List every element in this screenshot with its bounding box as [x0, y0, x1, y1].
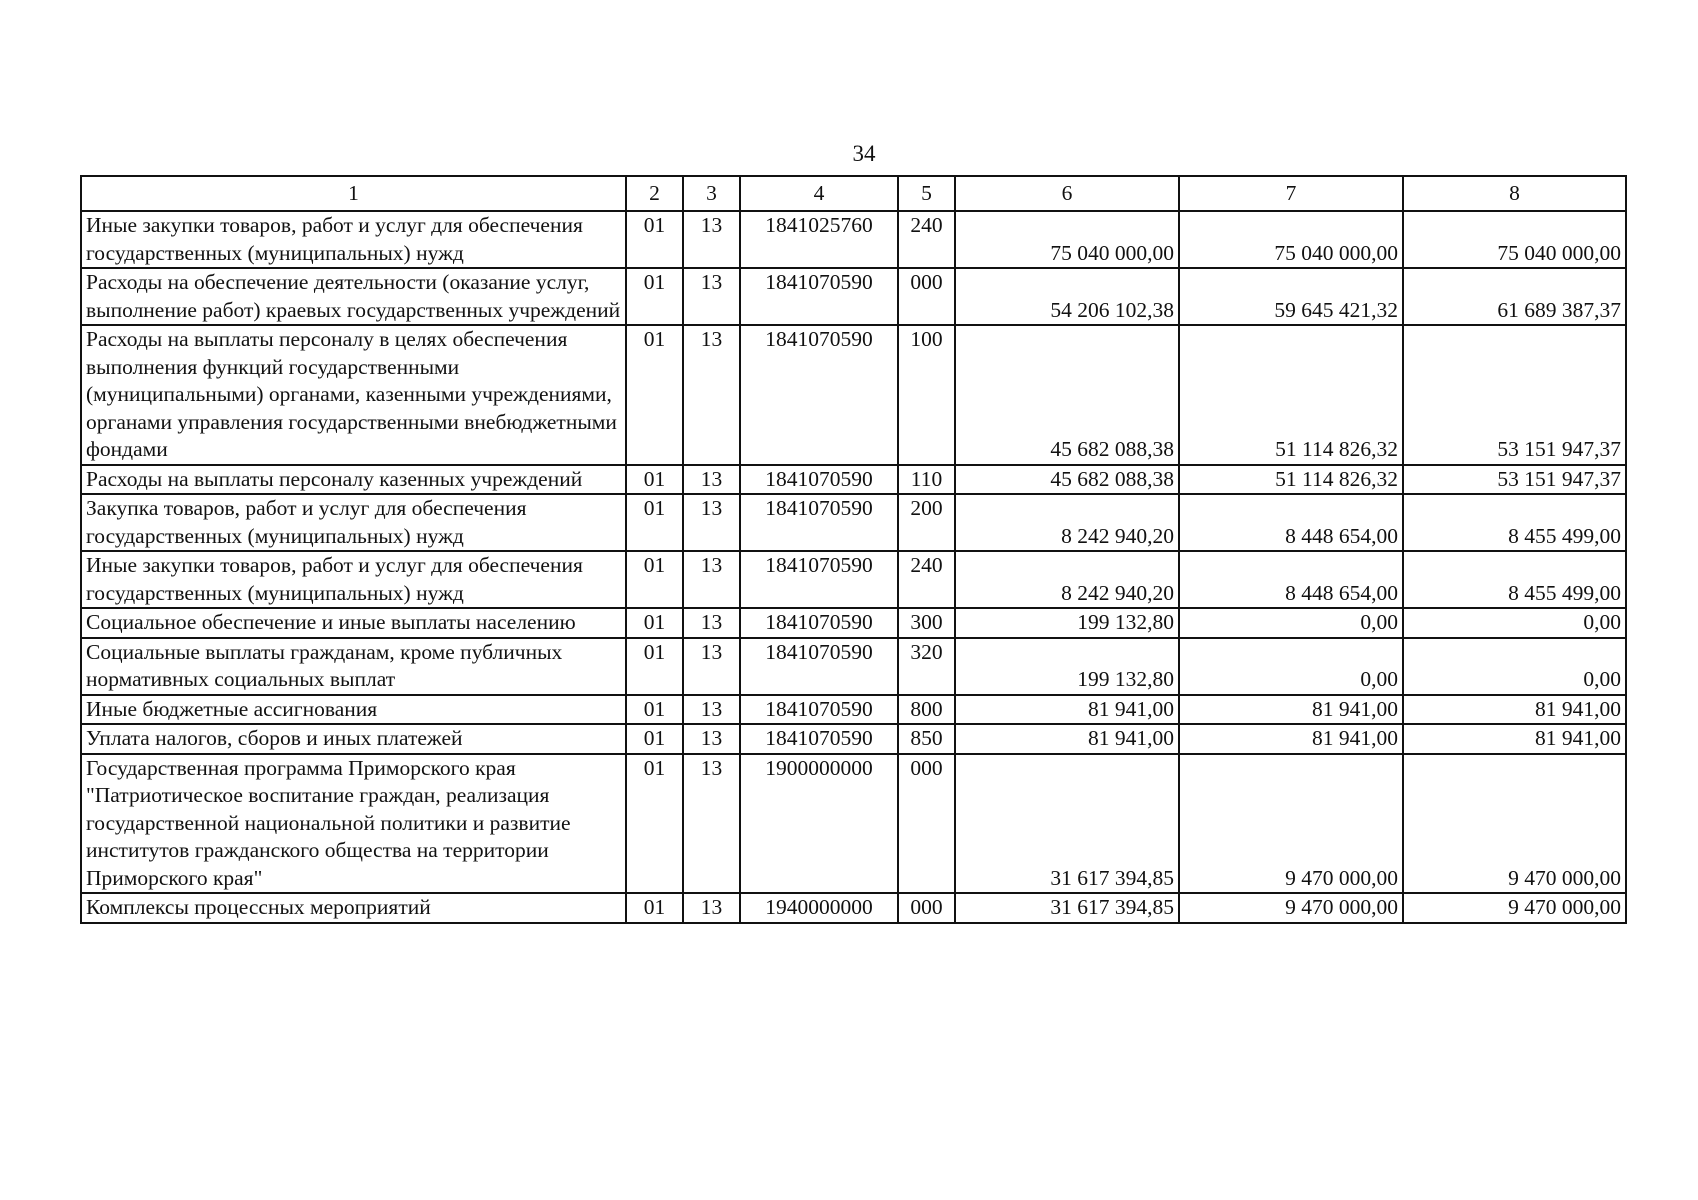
amount-col8-cell: 8 455 499,00	[1403, 551, 1626, 608]
target-item-code-cell: 1841070590	[740, 465, 898, 495]
amount-col6-cell: 75 040 000,00	[955, 211, 1179, 268]
target-item-code-cell: 1841070590	[740, 325, 898, 465]
column-header: 1	[81, 176, 626, 211]
expense-name-cell: Комплексы процессных мероприятий	[81, 893, 626, 923]
target-item-code-cell: 1841070590	[740, 551, 898, 608]
expense-type-code-cell: 000	[898, 268, 955, 325]
expense-name-cell: Иные закупки товаров, работ и услуг для обеспечения государственных (муниципальных) нужд	[81, 551, 626, 608]
amount-col8-cell: 53 151 947,37	[1403, 465, 1626, 495]
page-number: 34	[852, 141, 876, 166]
amount-col6-cell: 54 206 102,38	[955, 268, 1179, 325]
subsection-code-cell: 13	[683, 608, 740, 638]
subsection-code-cell: 13	[683, 893, 740, 923]
target-item-code-cell: 1841025760	[740, 211, 898, 268]
column-header: 4	[740, 176, 898, 211]
section-code-cell: 01	[626, 211, 683, 268]
expense-type-code-cell: 100	[898, 325, 955, 465]
subsection-code-cell: 13	[683, 268, 740, 325]
amount-col8-cell: 81 941,00	[1403, 695, 1626, 725]
target-item-code-cell: 1841070590	[740, 494, 898, 551]
subsection-code-cell: 13	[683, 465, 740, 495]
table-row	[81, 465, 1626, 495]
amount-col8-cell: 9 470 000,00	[1403, 754, 1626, 894]
amount-col7-cell: 9 470 000,00	[1179, 893, 1403, 923]
expense-name-cell: Расходы на выплаты персоналу в целях обеспечения выполнения функций государственными (муниципальными) органами, казенными учреждениями, органами управления государственными внебюджетными фондами	[81, 325, 626, 465]
table-row	[81, 638, 1626, 695]
amount-col8-cell: 0,00	[1403, 608, 1626, 638]
expense-type-code-cell: 300	[898, 608, 955, 638]
section-code-cell: 01	[626, 638, 683, 695]
subsection-code-cell: 13	[683, 211, 740, 268]
expense-name-cell: Иные закупки товаров, работ и услуг для обеспечения государственных (муниципальных) нужд	[81, 211, 626, 268]
target-item-code-cell: 1841070590	[740, 638, 898, 695]
amount-col8-cell: 0,00	[1403, 638, 1626, 695]
table-row	[81, 724, 1626, 754]
expense-type-code-cell: 110	[898, 465, 955, 495]
subsection-code-cell: 13	[683, 695, 740, 725]
amount-col7-cell: 75 040 000,00	[1179, 211, 1403, 268]
amount-col6-cell: 8 242 940,20	[955, 551, 1179, 608]
amount-col7-cell: 0,00	[1179, 608, 1403, 638]
expense-name-cell: Иные бюджетные ассигнования	[81, 695, 626, 725]
table-row	[81, 754, 1626, 894]
target-item-code-cell: 1841070590	[740, 268, 898, 325]
expense-type-code-cell: 800	[898, 695, 955, 725]
amount-col6-cell: 199 132,80	[955, 608, 1179, 638]
amount-col8-cell: 9 470 000,00	[1403, 893, 1626, 923]
subsection-code-cell: 13	[683, 494, 740, 551]
table-row	[81, 695, 1626, 725]
amount-col6-cell: 81 941,00	[955, 724, 1179, 754]
amount-col8-cell: 61 689 387,37	[1403, 268, 1626, 325]
expense-type-code-cell: 000	[898, 754, 955, 894]
section-code-cell: 01	[626, 465, 683, 495]
amount-col7-cell: 81 941,00	[1179, 724, 1403, 754]
amount-col8-cell: 75 040 000,00	[1403, 211, 1626, 268]
amount-col8-cell: 8 455 499,00	[1403, 494, 1626, 551]
expense-name-cell: Расходы на выплаты персоналу казенных учреждений	[81, 465, 626, 495]
column-header: 5	[898, 176, 955, 211]
expense-type-code-cell: 850	[898, 724, 955, 754]
amount-col7-cell: 8 448 654,00	[1179, 494, 1403, 551]
target-item-code-cell: 1841070590	[740, 608, 898, 638]
expense-name-cell: Социальные выплаты гражданам, кроме публичных нормативных социальных выплат	[81, 638, 626, 695]
expense-name-cell: Уплата налогов, сборов и иных платежей	[81, 724, 626, 754]
expense-type-code-cell: 240	[898, 551, 955, 608]
amount-col7-cell: 59 645 421,32	[1179, 268, 1403, 325]
target-item-code-cell: 1841070590	[740, 695, 898, 725]
section-code-cell: 01	[626, 724, 683, 754]
subsection-code-cell: 13	[683, 325, 740, 465]
section-code-cell: 01	[626, 893, 683, 923]
section-code-cell: 01	[626, 608, 683, 638]
table-row	[81, 325, 1626, 465]
section-code-cell: 01	[626, 494, 683, 551]
section-code-cell: 01	[626, 268, 683, 325]
table-header-row	[81, 176, 1626, 211]
amount-col6-cell: 199 132,80	[955, 638, 1179, 695]
amount-col7-cell: 81 941,00	[1179, 695, 1403, 725]
expense-type-code-cell: 200	[898, 494, 955, 551]
column-header: 6	[955, 176, 1179, 211]
expense-type-code-cell: 320	[898, 638, 955, 695]
amount-col8-cell: 53 151 947,37	[1403, 325, 1626, 465]
amount-col7-cell: 51 114 826,32	[1179, 325, 1403, 465]
expense-name-cell: Расходы на обеспечение деятельности (оказание услуг, выполнение работ) краевых государственных учреждений	[81, 268, 626, 325]
expense-type-code-cell: 000	[898, 893, 955, 923]
table-row	[81, 494, 1626, 551]
table-row	[81, 211, 1626, 268]
column-header: 8	[1403, 176, 1626, 211]
subsection-code-cell: 13	[683, 551, 740, 608]
target-item-code-cell: 1900000000	[740, 754, 898, 894]
amount-col6-cell: 45 682 088,38	[955, 325, 1179, 465]
amount-col6-cell: 8 242 940,20	[955, 494, 1179, 551]
section-code-cell: 01	[626, 551, 683, 608]
target-item-code-cell: 1841070590	[740, 724, 898, 754]
subsection-code-cell: 13	[683, 638, 740, 695]
expense-name-cell: Социальное обеспечение и иные выплаты населению	[81, 608, 626, 638]
section-code-cell: 01	[626, 754, 683, 894]
amount-col7-cell: 51 114 826,32	[1179, 465, 1403, 495]
target-item-code-cell: 1940000000	[740, 893, 898, 923]
column-header: 2	[626, 176, 683, 211]
amount-col7-cell: 0,00	[1179, 638, 1403, 695]
amount-col7-cell: 9 470 000,00	[1179, 754, 1403, 894]
amount-col6-cell: 45 682 088,38	[955, 465, 1179, 495]
table-row	[81, 608, 1626, 638]
column-header: 7	[1179, 176, 1403, 211]
amount-col8-cell: 81 941,00	[1403, 724, 1626, 754]
expense-name-cell: Закупка товаров, работ и услуг для обеспечения государственных (муниципальных) нужд	[81, 494, 626, 551]
table-row	[81, 268, 1626, 325]
table-row	[81, 551, 1626, 608]
subsection-code-cell: 13	[683, 754, 740, 894]
section-code-cell: 01	[626, 325, 683, 465]
subsection-code-cell: 13	[683, 724, 740, 754]
expense-name-cell: Государственная программа Приморского края "Патриотическое воспитание граждан, реализация государственной национальной политики и развитие институтов гражданского общества на территории Приморского края"	[81, 754, 626, 894]
table-row	[81, 893, 1626, 923]
section-code-cell: 01	[626, 695, 683, 725]
column-header: 3	[683, 176, 740, 211]
budget-table	[80, 175, 1627, 924]
amount-col6-cell: 31 617 394,85	[955, 893, 1179, 923]
expense-type-code-cell: 240	[898, 211, 955, 268]
amount-col7-cell: 8 448 654,00	[1179, 551, 1403, 608]
amount-col6-cell: 31 617 394,85	[955, 754, 1179, 894]
amount-col6-cell: 81 941,00	[955, 695, 1179, 725]
